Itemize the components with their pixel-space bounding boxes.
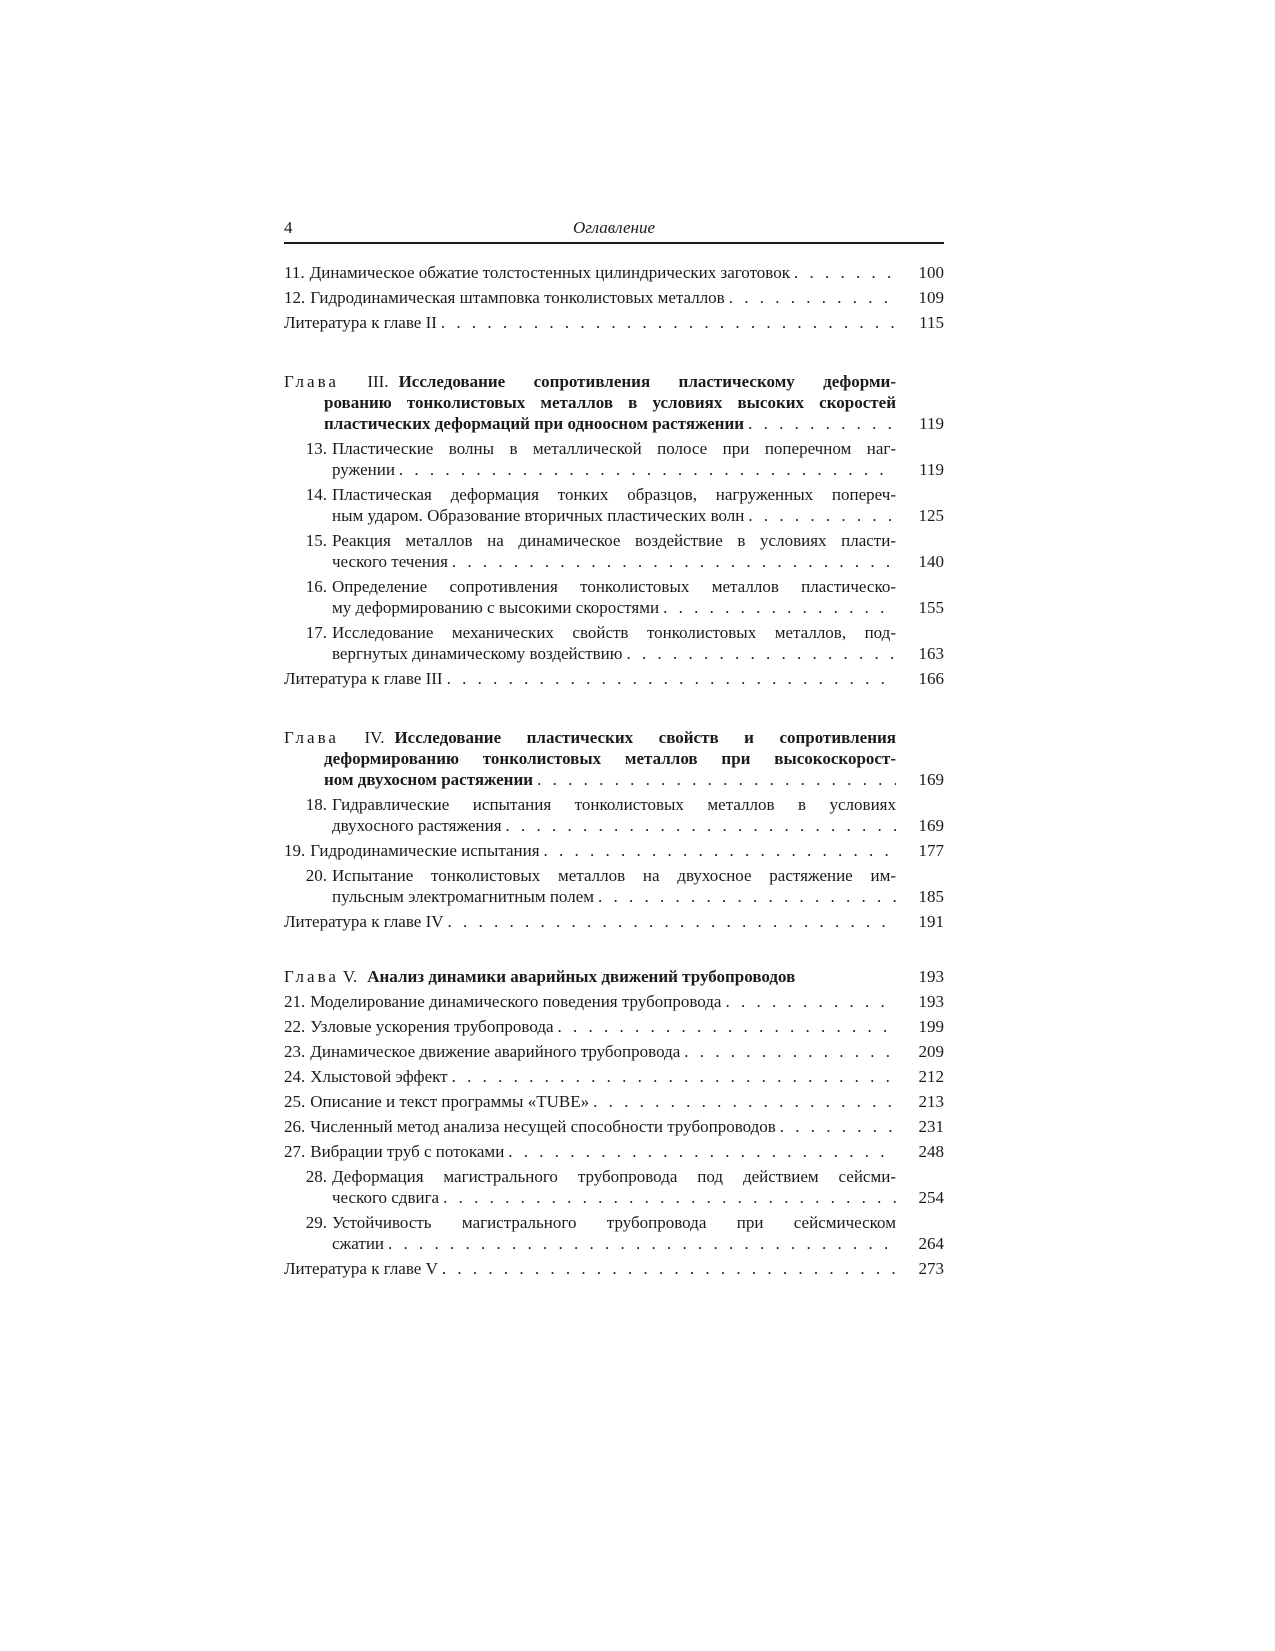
chapter-title-line: Исследование пластических свойств и сопротивления (394, 728, 896, 747)
section-title-line: вергнутых динамическому воздействию (332, 644, 623, 663)
page-ref: 185 (918, 887, 944, 906)
toc-entry-19[interactable] (284, 840, 944, 861)
page-ref: 191 (918, 912, 944, 931)
table-of-contents (284, 262, 944, 1279)
section-number: 22. (284, 1017, 306, 1036)
toc-entry-28[interactable] (284, 1166, 944, 1208)
section-number: 19. (284, 841, 306, 860)
section-title-line: ным ударом. Образование вторичных пластических волн (332, 506, 745, 525)
toc-literature-ch4[interactable] (284, 911, 944, 932)
running-head (284, 216, 944, 244)
page-ref: 248 (918, 1142, 944, 1161)
section-number: 23. (284, 1042, 306, 1061)
section-title-line: Пластическая деформация тонких образцов, нагруженных попереч- (332, 485, 896, 504)
page-ref: 119 (919, 414, 944, 433)
toc-entry-18[interactable] (284, 794, 944, 836)
chapter-title: Анализ динамики аварийных движений трубопроводов (367, 967, 796, 986)
section-number: 16. (305, 577, 327, 596)
section-title-line: ческого течения (332, 552, 448, 571)
leader-dots (598, 886, 896, 907)
leader-dots (537, 769, 896, 790)
leader-dots (443, 1187, 896, 1208)
leader-dots (506, 815, 896, 836)
toc-entry-11[interactable] (284, 262, 944, 283)
literature-title: Литература к главе V (284, 1259, 438, 1278)
page-number: 4 (284, 218, 293, 237)
page-ref: 125 (918, 506, 944, 525)
leader-dots (558, 1016, 896, 1037)
leader-dots (448, 911, 896, 932)
leader-dots (626, 643, 896, 664)
toc-entry-15[interactable] (284, 530, 944, 572)
section-title-line: пульсным электромагнитным полем (332, 887, 594, 906)
leader-dots (399, 459, 896, 480)
section-title-line: Испытание тонколистовых металлов на двухосное растяжение им- (332, 866, 896, 885)
section-title-line: Пластические волны в металлической полосе при поперечном наг- (332, 439, 896, 458)
page-ref: 155 (918, 598, 944, 617)
section-title: Моделирование динамического поведения трубопровода (310, 992, 722, 1011)
toc-entry-20[interactable] (284, 865, 944, 907)
toc-entry-21[interactable] (284, 991, 944, 1012)
toc-literature-ch5[interactable] (284, 1258, 944, 1279)
section-title: Динамическое обжатие толстостенных цилиндрических заготовок (309, 263, 790, 282)
page-ref: 254 (918, 1188, 944, 1207)
leader-dots (663, 597, 896, 618)
section-number: 28. (305, 1167, 327, 1186)
chapter-title-line: рованию тонколистовых металлов в условиях высоких скоростей (324, 393, 896, 412)
section-number: 29. (305, 1213, 327, 1232)
section-title-line: Определение сопротивления тонколистовых металлов пластическо- (332, 577, 896, 596)
page-ref: 273 (918, 1259, 944, 1278)
section-title: Хлыстовой эффект (310, 1067, 448, 1086)
toc-entry-12[interactable] (284, 287, 944, 308)
chapter-title-line: Исследование сопротивления пластическому деформи- (398, 372, 897, 391)
leader-dots (729, 287, 896, 308)
page-ref: 115 (919, 313, 944, 332)
page-ref: 212 (918, 1067, 944, 1086)
toc-entry-29[interactable] (284, 1212, 944, 1254)
page-ref: 264 (918, 1234, 944, 1253)
section-title-line: Гидравлические испытания тонколистовых металлов в условиях (332, 795, 896, 814)
leader-dots (452, 551, 896, 572)
section-title: Гидродинамические испытания (310, 841, 540, 860)
page-ref: 166 (918, 669, 944, 688)
leader-dots (544, 840, 896, 861)
section-number: 14. (305, 485, 327, 504)
leader-dots (794, 262, 896, 283)
section-title-line: му деформированию с высокими скоростями (332, 598, 660, 617)
section-number: 24. (284, 1067, 306, 1086)
page-ref: 213 (918, 1092, 944, 1111)
section-number: 15. (305, 531, 327, 550)
section-number: 13. (305, 439, 327, 458)
section-title-line: Реакция металлов на динамическое воздействие в условиях пласти- (332, 531, 896, 550)
page-ref: 109 (918, 288, 944, 307)
section-title-line: сжатии (332, 1234, 385, 1253)
section-title: Описание и текст программы «TUBE» (310, 1092, 590, 1111)
toc-entry-24[interactable] (284, 1066, 944, 1087)
leader-dots (593, 1091, 896, 1112)
leader-dots (441, 312, 896, 333)
page-ref: 169 (918, 770, 944, 789)
toc-entry-14[interactable] (284, 484, 944, 526)
section-number: 25. (284, 1092, 306, 1111)
page-ref: 100 (918, 263, 944, 282)
toc-literature-ch2[interactable] (284, 312, 944, 333)
section-title: Гидродинамическая штамповка тонколистовых металлов (310, 288, 725, 307)
page-ref: 163 (918, 644, 944, 663)
section-title-line: Устойчивость магистрального трубопровода при сейсмическом (332, 1213, 896, 1232)
page-ref: 231 (918, 1117, 944, 1136)
toc-chapter-4[interactable] (284, 727, 944, 790)
leader-dots (725, 991, 896, 1012)
leader-dots (780, 1116, 896, 1137)
leader-dots (508, 1141, 896, 1162)
section-number: 27. (284, 1142, 306, 1161)
section-number: 20. (305, 866, 327, 885)
toc-literature-ch3[interactable] (284, 668, 944, 689)
chapter-label: Глава (284, 728, 339, 747)
toc-entry-17[interactable] (284, 622, 944, 664)
page-ref: 193 (918, 967, 944, 986)
toc-entry-25[interactable] (284, 1091, 944, 1112)
section-number: 11. (284, 263, 305, 282)
toc-entry-26[interactable] (284, 1116, 944, 1137)
page-ref: 140 (918, 552, 944, 571)
section-number: 18. (305, 795, 327, 814)
leader-dots (684, 1041, 896, 1062)
section-title-line: Деформация магистрального трубопровода под действием сейсми- (332, 1167, 896, 1186)
page-ref: 169 (918, 816, 944, 835)
section-number: 17. (305, 623, 327, 642)
section-title: Численный метод анализа несущей способности трубопроводов (310, 1117, 776, 1136)
chapter-roman: V. (342, 967, 358, 986)
chapter-roman: III. (367, 372, 389, 391)
section-title: Узловые ускорения трубопровода (310, 1017, 554, 1036)
chapter-title-line: деформированию тонколистовых металлов при высокоскорост- (324, 749, 896, 768)
section-title-line: Исследование механических свойств тонколистовых металлов, под- (332, 623, 896, 642)
section-title-line: ческого сдвига (332, 1188, 440, 1207)
chapter-label: Глава (284, 967, 339, 986)
toc-entry-27[interactable] (284, 1141, 944, 1162)
section-title-line: ружении (332, 460, 395, 479)
toc-entry-16[interactable] (284, 576, 944, 618)
toc-chapter-3[interactable] (284, 371, 944, 434)
leader-dots (388, 1233, 896, 1254)
section-number: 12. (284, 288, 306, 307)
toc-entry-23[interactable] (284, 1041, 944, 1062)
leader-dots (447, 668, 896, 689)
leader-dots (748, 413, 896, 434)
chapter-title-line: пластических деформаций при одноосном растяжении (324, 414, 745, 433)
section-title: Динамическое движение аварийного трубопровода (310, 1042, 681, 1061)
chapter-title-line: ном двухосном растяжении (324, 770, 534, 789)
literature-title: Литература к главе IV (284, 912, 444, 931)
section-number: 26. (284, 1117, 306, 1136)
toc-entry-13[interactable] (284, 438, 944, 480)
page-ref: 119 (919, 460, 944, 479)
section-number: 21. (284, 992, 306, 1011)
literature-title: Литература к главе III (284, 669, 443, 688)
page-ref: 177 (918, 841, 944, 860)
literature-title: Литература к главе II (284, 313, 437, 332)
leader-dots (452, 1066, 896, 1087)
toc-chapter-5[interactable] (284, 966, 944, 987)
toc-entry-22[interactable] (284, 1016, 944, 1037)
leader-dots (442, 1258, 896, 1279)
page-ref: 209 (918, 1042, 944, 1061)
page-ref: 193 (918, 992, 944, 1011)
running-title: Оглавление (572, 218, 656, 237)
chapter-label: Глава (284, 372, 339, 391)
chapter-roman: IV. (364, 728, 385, 747)
leader-dots (748, 505, 896, 526)
section-title-line: двухосного растяжения (332, 816, 502, 835)
section-title: Вибрации труб с потоками (310, 1142, 505, 1161)
page-ref: 199 (918, 1017, 944, 1036)
